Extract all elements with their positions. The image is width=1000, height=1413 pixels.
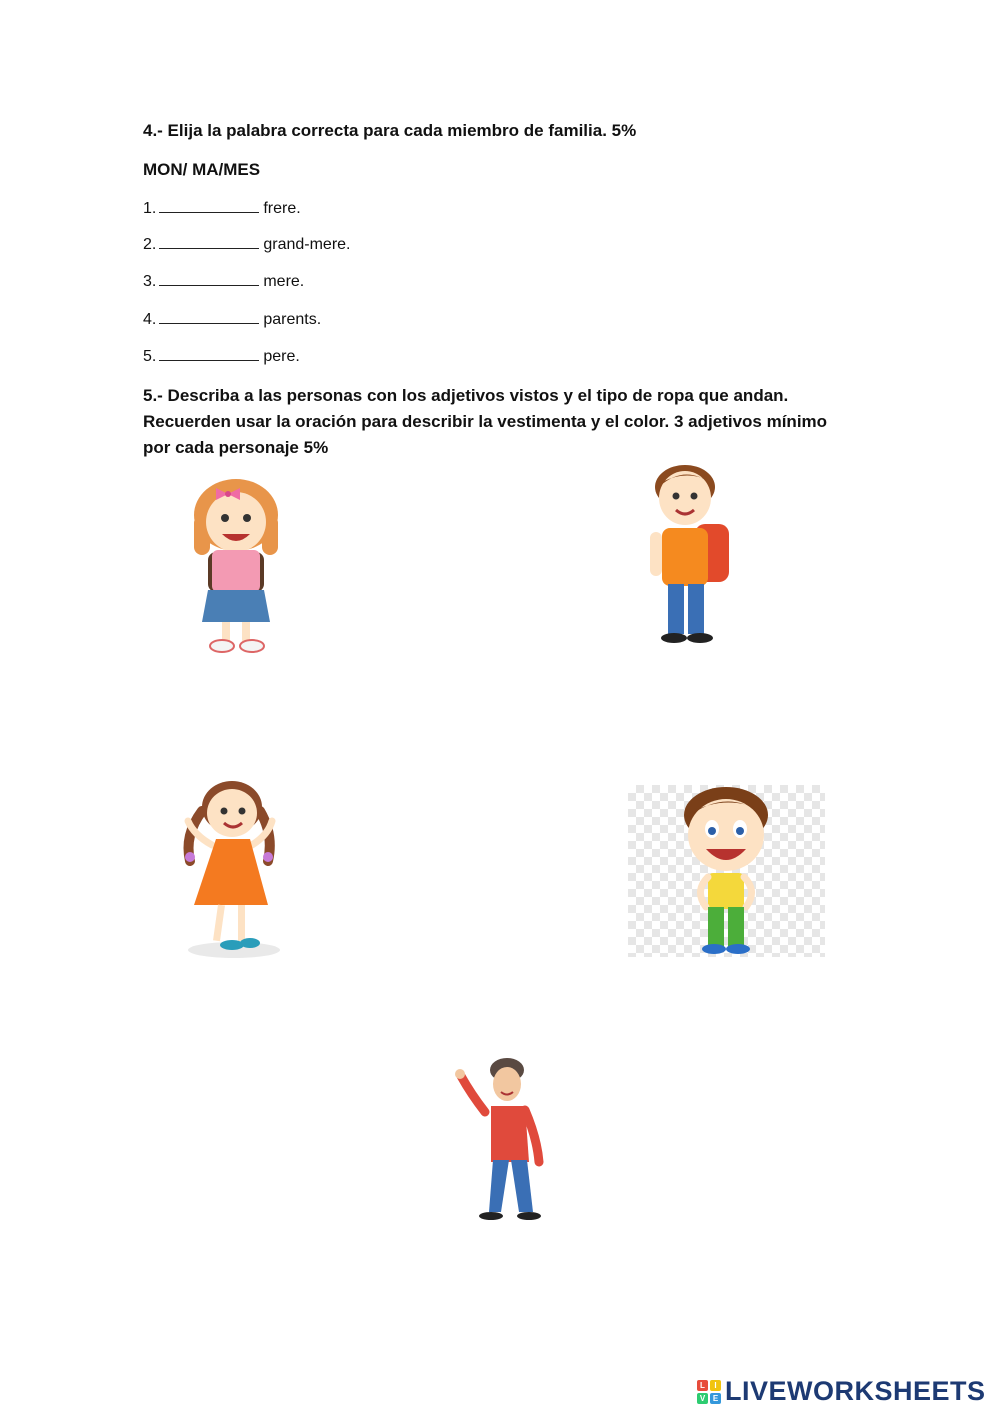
item-number: 5. [143,348,157,365]
answer-blank[interactable] [159,272,259,286]
fill-item [143,310,321,329]
answer-blank[interactable] [159,199,259,213]
item-number: 4. [143,311,157,328]
item-word: parents. [263,311,322,328]
item-number: 1. [143,200,157,217]
fill-item [143,347,300,366]
item-number: 2. [143,236,157,253]
liveworksheets-logo [697,1376,986,1407]
item-word: mere. [263,273,305,290]
answer-blank[interactable] [159,347,259,361]
logo-letter: L [697,1380,708,1391]
section4-heading: 4.- Elija la palabra correcta para cada miembro de familia. 5% [143,121,637,140]
item-word: frere. [263,200,301,217]
logo-text: LIVEWORKSHEETS [725,1376,986,1406]
girl-icon [150,470,325,660]
section5-line: Recuerden usar la oración para describir la vestimenta y el color. 3 adjetivos mínimo [143,412,828,431]
item-word: pere. [263,348,300,365]
fill-item [143,235,351,254]
logo-letter: I [710,1380,721,1391]
answer-blank[interactable] [159,235,259,249]
item-number: 3. [143,273,157,290]
man-icon [415,1052,585,1227]
answer-blank[interactable] [159,310,259,324]
boy-icon [600,462,780,648]
item-word: grand-mere. [263,236,351,253]
fill-item [143,272,304,291]
logo-mark-icon [697,1380,721,1404]
section5-line: 5.- Describa a las personas con los adjetivos vistos y el tipo de ropa que andan. [143,386,789,405]
word-options: MON/ MA/MES [143,160,261,179]
boy-icon [628,785,825,957]
fill-item [143,199,301,218]
logo-letter: V [697,1393,708,1404]
section5-line: por cada personaje 5% [143,438,329,457]
logo-letter: E [710,1393,721,1404]
section5-heading [143,383,903,461]
girl-icon [150,765,310,980]
